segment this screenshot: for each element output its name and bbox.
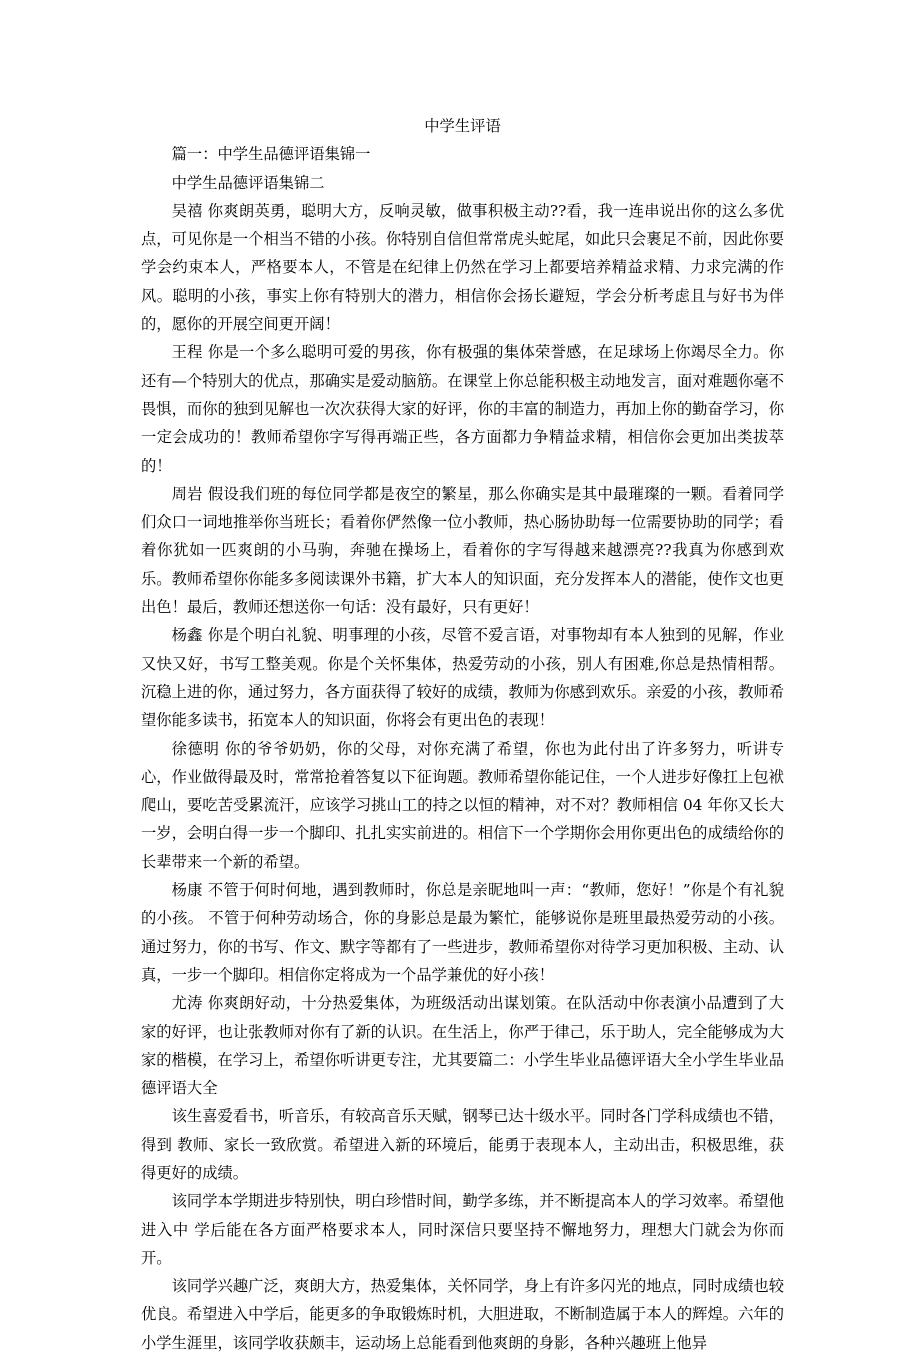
paragraph-comment-zhou-yan: 周岩 假设我们班的每位同学都是夜空的繁星，那么你确实是其中最璀璨的一颗。看着同学们众口一词地推举你当班长；看着你俨然像一位小教师，热心肠协助每一位需要协助的同学；看着你犹如一匹爽朗的小马驹，奔驰在操场上，看着你的字写得越来越漂亮??我真为你感到欢乐。教师希望你你能多多阅读课外书籍，扩大本人的知识面，充分发挥本人的潜能，使作文也更出色！最后，教师还想送你一句话：没有最好，只有更好！ (141, 484, 784, 617)
paragraph-comment-yang-kang: 杨康 不管于何时何地，遇到教师时，你总是亲昵地叫一声：“教师，您好！”你是个有礼貌的小孩。 不管于何种劳动场合，你的身影总是最为繁忙，能够说你是班里最热爱劳动的小孩。通过努力，你的书写、作文、默字等都有了一些进步，教师希望你对待学习更加积极、主动、认真，一步一个脚印。相信你定将成为一个品学兼优的好小孩！ (141, 881, 784, 984)
paragraph-comment-yang-xin: 杨鑫 你是个明白礼貌、明事理的小孩，尽管不爱言语，对事物却有本人独到的见解，作业又快又好，书写工整美观。你是个关怀集体，热爱劳动的小孩，别人有困难,你总是热情相帮。沉稳上进的你，通过努力，各方面获得了较好的成绩，教师为你感到欢乐。亲爱的小孩，教师希望你能多读书，拓宽本人的知识面，你将会有更出色的表现！ (141, 626, 784, 730)
paragraph-comment-you-tao: 尤涛 你爽朗好动，十分热爱集体，为班级活动出谋划策。在队活动中你表演小品遭到了大家的好评，也让张教师对你有了新的认识。在生活上，你严于律己，乐于助人，完全能够成为大家的楷模，在学习上，希望你听讲更专注，尤其要篇二：小学生毕业品德评语大全小学生毕业品德评语大全 (141, 994, 784, 1098)
document-body (141, 112, 784, 1357)
paragraph-comment-music-student: 该生喜爱看书，听音乐，有较高音乐天赋，钢琴已达十级水平。同时各门学科成绩也不错，得到 教师、家长一致欣赏。希望进入新的环境后，能勇于表现本人，主动出击，积极思维，获得更好的成绩。 (141, 1107, 784, 1182)
paragraph-comment-progress-student: 该同学本学期进步特别快，明白珍惜时间，勤学多练，并不断提高本人的学习效率。希望他进入中 学后能在各方面严格要求本人，同时深信只要坚持不懈地努力，理想大门就会为你而开。 (141, 1192, 784, 1267)
paragraph-comment-xu-deming: 徐德明 你的爷爷奶奶，你的父母，对你充满了希望，你也为此付出了许多努力，听讲专心，作业做得最及时，常常抢着答复以下征询题。教师希望你能记住，一个人进步好像扛上包袱爬山，要吃苦受累流汗，应该学习挑山工的持之以恒的精神，对不对？教师相信 04 年你又长大一岁，会明白得一步一个脚印、扎扎实实前进的。相信下一个学期你会用你更出色的成绩给你的长辈带来一个新的希望。 (141, 739, 784, 871)
paragraph-heading-part-one: 篇一：中学生品德评语集锦一 (171, 145, 371, 164)
document-title: 中学生评语 (424, 117, 501, 135)
paragraph-heading-collection-two: 中学生品德评语集锦二 (171, 173, 325, 192)
paragraph-comment-wang-cheng: 王程 你是一个多么聪明可爱的男孩，你有极强的集体荣誉感，在足球场上你竭尽全力。你还有—个特别大的优点，那确实是爱动脑筋。在课堂上你总能积极主动地发言，面对难题你毫不畏惧，而你的独到见解也一次次获得大家的好评，你的丰富的制造力，再加上你的勤奋学习，你一定会成功的！教师希望你字写得再端正些，各方面都力争精益求精，相信你会更加出类拔萃的！ (141, 343, 784, 475)
paragraph-comment-broad-interests: 该同学兴趣广泛，爽朗大方，热爱集体，关怀同学，身上有许多闪光的地点，同时成绩也较优良。希望进入中学后，能更多的争取锻炼时机，大胆进取，不断制造属于本人的辉煌。六年的小学生涯里，该同学收获颇丰，运动场上总能看到他爽朗的身影，各种兴趣班上他异 (141, 1277, 784, 1352)
paragraph-comment-wu-xi: 吴禧 你爽朗英勇，聪明大方，反响灵敏，做事积极主动??看，我一连串说出你的这么多优点，可见你是一个相当不错的小孩。你特别自信但常常虎头蛇尾，如此只会裹足不前，因此你要学会约束本人，严格要本人，不管是在纪律上仍然在学习上都要培养精益求精、力求完满的作风。聪明的小孩，事实上你有特别大的潜力，相信你会扬长避短，学会分析考虑且与好书为伴的，愿你的开展空间更开阔！ (141, 201, 784, 334)
